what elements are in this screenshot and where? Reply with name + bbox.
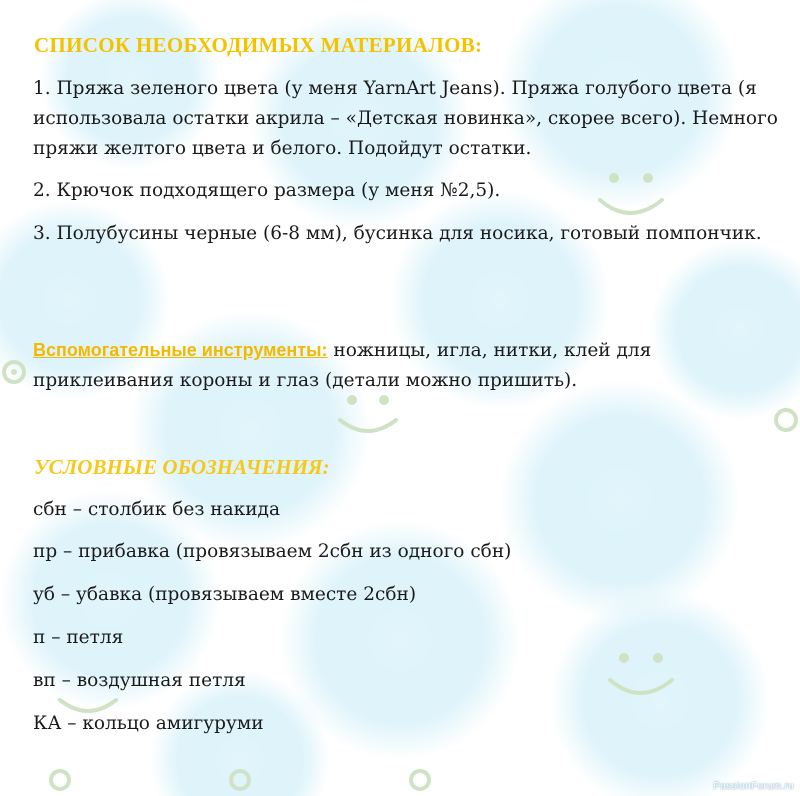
legend-item: сбн – столбик без накида (33, 499, 280, 520)
aux-tools-label: Вспомогательные инструменты: (33, 340, 328, 360)
site-watermark: PassionForum.ru (713, 781, 794, 792)
aux-tools-paragraph (33, 335, 793, 396)
legend-title: УСЛОВНЫЕ ОБОЗНАЧЕНИЯ: (34, 455, 330, 479)
legend-item: пр – прибавка (провязываем 2сбн из одного сбн) (33, 541, 512, 562)
aux-tools-text: ножницы, игла, нитки, клей для приклеивания короны и глаз (детали можно пришить). (33, 340, 652, 391)
legend-item: уб – убавка (провязываем вместе 2сбн) (33, 584, 417, 605)
legend-item: КА – кольцо амигуруми (33, 713, 264, 734)
materials-item-1: 1. Пряжа зеленого цвета (у меня YarnArt Jeans). Пряжа голубого цвета (я использовала остатки акрила – «Детская новинка», скорее всего). Немного пряжи желтого цвета и белого. Подойдут остатки. (33, 78, 778, 159)
legend-item: п – петля (33, 627, 124, 648)
materials-item-2: 2. Крючок подходящего размера (у меня №2,5). (33, 180, 501, 201)
materials-item-3: 3. Полубусины черные (6-8 мм), бусинка для носика, готовый помпончик. (33, 223, 762, 244)
legend-item: вп – воздушная петля (33, 670, 246, 691)
materials-title: СПИСОК НЕОБХОДИМЫХ МАТЕРИАЛОВ: (34, 33, 483, 57)
